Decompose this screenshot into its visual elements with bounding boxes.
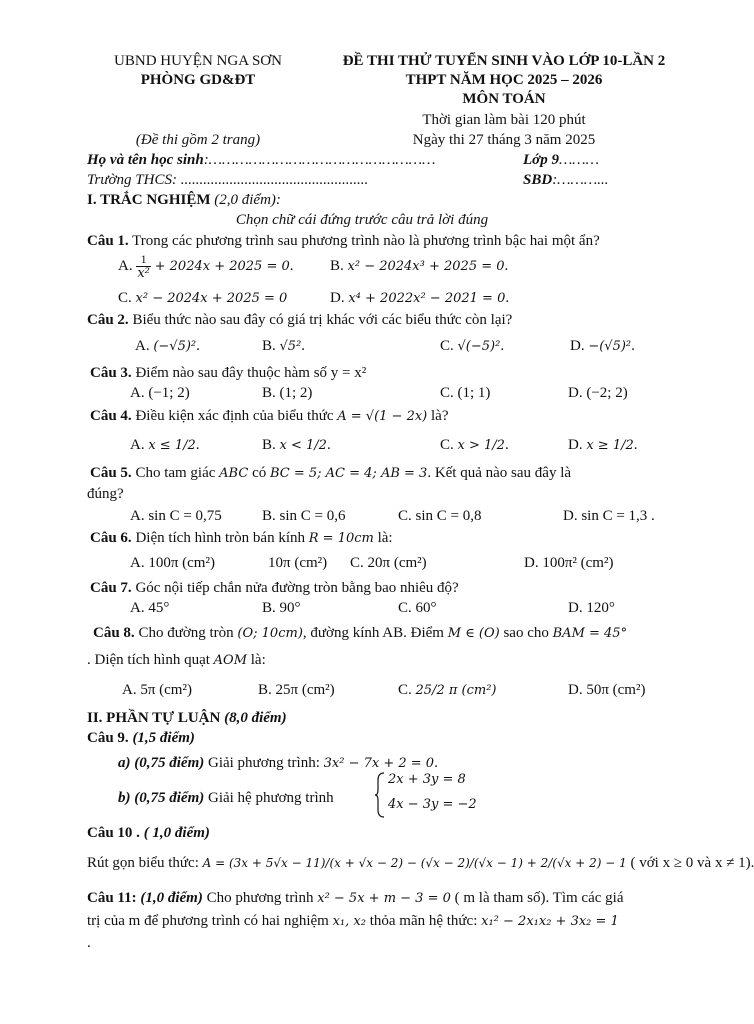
q1-option-c: C. x² − 2024x + 2025 = 0 (118, 290, 288, 306)
system-brace-icon (375, 772, 385, 818)
q9b-label: b) (0,75 điểm) Giải hệ phương trình (118, 790, 334, 806)
q9b-system-brace (375, 772, 385, 823)
q7-stem: Câu 7. Góc nội tiếp chắn nửa đường tròn bằng bao nhiêu độ? (90, 580, 459, 596)
exam-duration: Thời gian làm bài 120 phút (422, 112, 586, 128)
q8-stem: Câu 8. Cho đường tròn (O; 10cm), đường kính AB. Điểm M ∈ (O) sao cho BAM = 45° (93, 625, 628, 641)
q6-option-b: 10π (cm²) (268, 555, 328, 571)
q4-option-a: A. x ≤ 1/2. (130, 437, 200, 453)
q8-stem-line2: . Diện tích hình quạt AOM là: (87, 652, 266, 668)
q4-stem: Câu 4. Điều kiện xác định của biểu thức A = √(1 − 2x) là? (90, 408, 449, 424)
q7-option-c: C. 60° (398, 600, 437, 616)
exam-date: Ngày thi 27 tháng 3 năm 2025 (412, 132, 596, 148)
q3-stem: Câu 3. Điểm nào sau đây thuộc hàm số y = x² (90, 365, 367, 381)
q1-option-d: D. x⁴ + 2022x² − 2021 = 0. (330, 290, 510, 306)
q3-option-d: D. (−2; 2) (568, 385, 628, 401)
q5-option-d: D. sin C = 1,3 . (563, 508, 655, 524)
q1-option-b: B. x² − 2024x³ + 2025 = 0. (330, 258, 509, 274)
q1-option-a: A. $\frac{1}{\text{x²}}$ + 2024x + 2025 = 0. (118, 252, 294, 281)
q5-option-b: B. sin C = 0,6 (262, 508, 346, 524)
q2-option-d: D. −(√5)². (570, 338, 635, 354)
q4-option-c: C. x > 1/2. (440, 437, 509, 453)
q9a: a) (0,75 điểm) Giải phương trình: 3x² − 7x + 2 = 0. (118, 755, 439, 771)
issuer-line2: PHÒNG GD&ĐT (140, 72, 256, 88)
student-name-line: Họ và tên học sinh:…………………………………………… (87, 152, 436, 168)
q5-option-a: A. sin C = 0,75 (130, 508, 222, 524)
part1-instruction: Chọn chữ cái đứng trước câu trả lời đúng (235, 212, 489, 228)
q7-option-a: A. 45° (130, 600, 170, 616)
q6-option-c: C. 20π (cm²) (350, 555, 427, 571)
q11-line1: Câu 11: (1,0 điểm) Cho phương trình x² − 5x + m − 3 = 0 ( m là tham số). Tìm các giá (87, 890, 624, 906)
q9b-eq1: 2x + 3y = 8 (388, 772, 466, 787)
exam-title: ĐỀ THI THỬ TUYỂN SINH VÀO LỚP 10-LẦN 2 (342, 53, 666, 69)
q6-option-a: A. 100π (cm²) (130, 555, 215, 571)
q6-option-d: D. 100π² (cm²) (524, 555, 614, 571)
q9b-eq2: 4x − 3y = −2 (388, 797, 477, 812)
q8-option-d: D. 50π (cm²) (568, 682, 646, 698)
student-class-line: Lớp 9……… (523, 152, 599, 168)
q3-option-a: A. (−1; 2) (130, 385, 190, 401)
q2-stem: Câu 2. Biểu thức nào sau đây có giá trị khác với các biểu thức còn lại? (87, 312, 513, 328)
part1-heading: I. TRẮC NGHIỆM (2,0 điểm): (87, 192, 281, 208)
q8-option-c: C. 25/2 π (cm²) (398, 682, 497, 698)
student-sbd-line: SBD:………... (523, 172, 609, 188)
q2-option-a: A. (−√5)². (135, 338, 200, 354)
student-school-line: Trường THCS: .................................................. (87, 172, 369, 188)
q11-line3: . (87, 935, 91, 951)
issuer-line1: UBND HUYỆN NGA SƠN (114, 53, 282, 69)
q8-option-a: A. 5π (cm²) (122, 682, 192, 698)
q10-text: Rút gọn biểu thức: A = (3x + 5√x − 11)/(x + √x − 2) − (√x − 2)/(√x − 1) + 2/(√x + 2) − 1 ( với x ≥ 0 và x ≠ 1). (87, 855, 754, 871)
exam-subject: MÔN TOÁN (462, 91, 546, 107)
q5-option-c: C. sin C = 0,8 (398, 508, 482, 524)
q8-option-b: B. 25π (cm²) (258, 682, 335, 698)
q2-option-c: C. √(−5)². (440, 338, 505, 354)
q11-line2: trị của m để phương trình có hai nghiệm x₁, x₂ thỏa mãn hệ thức: x₁² − 2x₁x₂ + 3x₂ = 1 (87, 913, 619, 929)
q1-stem: Câu 1. Trong các phương trình sau phương trình nào là phương trình bậc hai một ẩn? (87, 233, 600, 249)
q3-option-c: C. (1; 1) (440, 385, 491, 401)
part2-heading: II. PHẦN TỰ LUẬN (8,0 điểm) (87, 710, 287, 726)
q5-stem: Câu 5. Cho tam giác ABC có BC = 5; AC = 4; AB = 3. Kết quả nào sau đây là (90, 465, 572, 481)
q10-heading: Câu 10 . ( 1,0 điểm) (87, 825, 210, 841)
pages-note: (Đề thi gồm 2 trang) (135, 132, 261, 148)
q4-option-b: B. x < 1/2. (262, 437, 331, 453)
q7-option-d: D. 120° (568, 600, 615, 616)
q4-option-d: D. x ≥ 1/2. (568, 437, 638, 453)
q9-heading: Câu 9. (1,5 điểm) (87, 730, 195, 746)
q6-stem: Câu 6. Diện tích hình tròn bán kính R = 10cm là: (90, 530, 393, 546)
q2-option-b: B. √5². (262, 338, 306, 354)
q5-stem-line2: đúng? (87, 486, 124, 502)
exam-school-year: THPT NĂM HỌC 2025 – 2026 (405, 72, 603, 88)
q3-option-b: B. (1; 2) (262, 385, 313, 401)
q7-option-b: B. 90° (262, 600, 301, 616)
